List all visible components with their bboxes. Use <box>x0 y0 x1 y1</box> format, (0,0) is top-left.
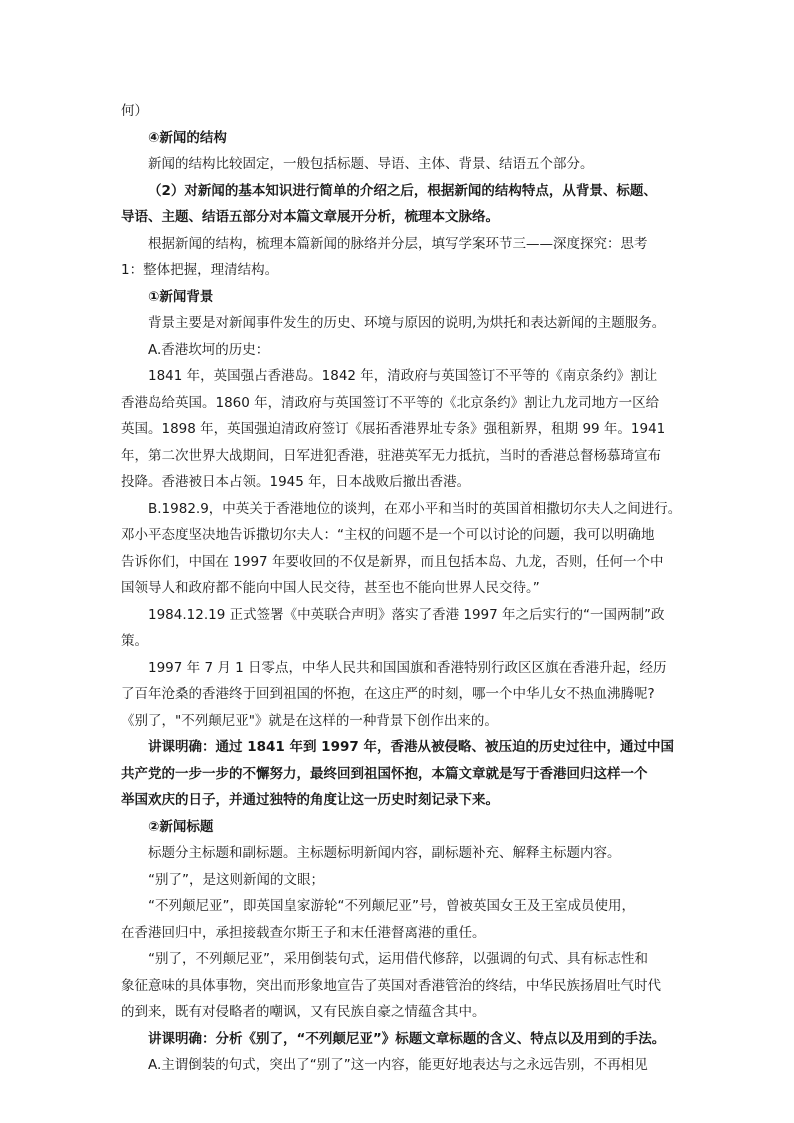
document-body <box>121 98 683 1079</box>
text-line: 导语、主题、结语五部分对本篇文章展开分析，梳理本文脉络。 <box>121 209 499 225</box>
text-line: “别了，不列颠尼亚”，采用倒装句式，运用借代修辞，以强调的句式、具有标志性和 <box>148 951 648 967</box>
text-line: 了百年沧桑的香港终于回到祖国的怀抱，在这庄严的时刻，哪一个中华儿女不热血沸腾呢? <box>121 686 655 702</box>
text-line: “别了”，是这则新闻的文眼； <box>148 871 324 888</box>
text-line: 在香港回归中，承担接载查尔斯王子和末任港督离港的重任。 <box>121 924 486 941</box>
text-line: 新闻的结构比较固定，一般包括标题、导语、主体、背景、结语五个部分。 <box>148 156 594 172</box>
text-line: 共产党的一步一步的不懈努力，最终回到祖国怀抱，本篇文章就是写于香港回归这样一个 <box>121 765 648 782</box>
text-line: 1841 年，英国强占香港岛。1842 年，清政府与英国签订不平等的《南京条约》割让 <box>148 368 658 384</box>
text-line: 年，第二次世界大战期间，日军进犯香港，驻港英军无力抵抗，当时的香港总督杨慕琦宣布 <box>121 447 661 464</box>
text-line: 象征意味的具体事物，突出而形象地宣告了英国对香港管治的终结，中华民族扬眉吐气时代 <box>121 977 661 994</box>
text-line: A.香港坎坷的历史： <box>148 341 270 358</box>
text-line: 背景主要是对新闻事件发生的历史、环境与原因的说明,为烘托和表达新闻的主题服务。 <box>148 315 666 331</box>
text-line: 举国欢庆的日子，并通过独特的角度让这一历史时刻记录下来。 <box>121 792 499 808</box>
text-line: ②新闻标题 <box>148 818 214 835</box>
text-line: 国领导人和政府都不能向中国人民交待，甚至也不能向世界人民交待。” <box>121 580 540 596</box>
text-line: ④新闻的结构 <box>148 129 227 146</box>
text-line: 投降。香港被日本占领。1945 年，日本战败后撤出香港。 <box>121 474 471 490</box>
text-line: 讲课明确：通过 1841 年到 1997 年，香港从被侵略、被压迫的历史过往中，通过中国 <box>148 739 674 755</box>
text-line: A.主谓倒装的句式，突出了“别了”这一内容，能更好地表达与之永远告别，不再相见 <box>148 1057 648 1073</box>
text-line: 1997 年 7 月 1 日零点，中华人民共和国国旗和香港特别行政区区旗在香港升起，经历 <box>148 659 667 676</box>
text-line: 1984.12.19 正式签署《中英联合声明》落实了香港 1997 年之后实行的“一国两制”政 <box>148 606 665 623</box>
text-line: “不列颠尼亚”，即英国皇家游轮“不列颠尼亚”号，曾被英国女王及王室成员使用， <box>148 898 635 914</box>
text-line: 邓小平态度坚决地告诉撒切尔夫人：“主权的问题不是一个可以讨论的问题，我可以明确地 <box>121 527 655 543</box>
text-line: 英国。1898 年，英国强迫清政府签订《展拓香港界址专条》强租新界，租期 99 年。1941 <box>121 421 666 437</box>
text-line: 标题分主标题和副标题。主标题标明新闻内容，副标题补充、解释主标题内容。 <box>148 845 621 861</box>
text-line: 告诉你们，中国在 1997 年要收回的不仅是新界，而且包括本岛、九龙，否则，任何一个中 <box>121 553 664 570</box>
text-line: 香港岛给英国。1860 年，清政府与英国签订不平等的《北京条约》割让九龙司地方一区给 <box>121 394 660 411</box>
text-line: 讲课明确：分析《别了，“不列颠尼亚”》标题文章标题的含义、特点以及用到的手法。 <box>148 1030 666 1047</box>
text-line: 根据新闻的结构，梳理本篇新闻的脉络并分层，填写学案环节三——深度探究：思考 <box>148 235 648 252</box>
text-line: 策。 <box>121 633 148 649</box>
text-line: B.1982.9，中英关于香港地位的谈判，在邓小平和当时的英国首相撒切尔夫人之间进行。 <box>148 500 682 517</box>
text-line: 1：整体把握，理清结构。 <box>121 262 279 278</box>
text-line: ①新闻背景 <box>148 288 214 305</box>
text-line: 的到来，既有对侵略者的嘲讽，又有民族自豪之情蕴含其中。 <box>121 1004 486 1020</box>
text-line: 《别了，"不列颠尼亚"》就是在这样的一种背景下创作出来的。 <box>121 712 498 729</box>
text-line: 何） <box>121 103 148 119</box>
text-line: （2）对新闻的基本知识进行简单的介绍之后，根据新闻的结构特点，从背景、标题、 <box>148 182 657 199</box>
